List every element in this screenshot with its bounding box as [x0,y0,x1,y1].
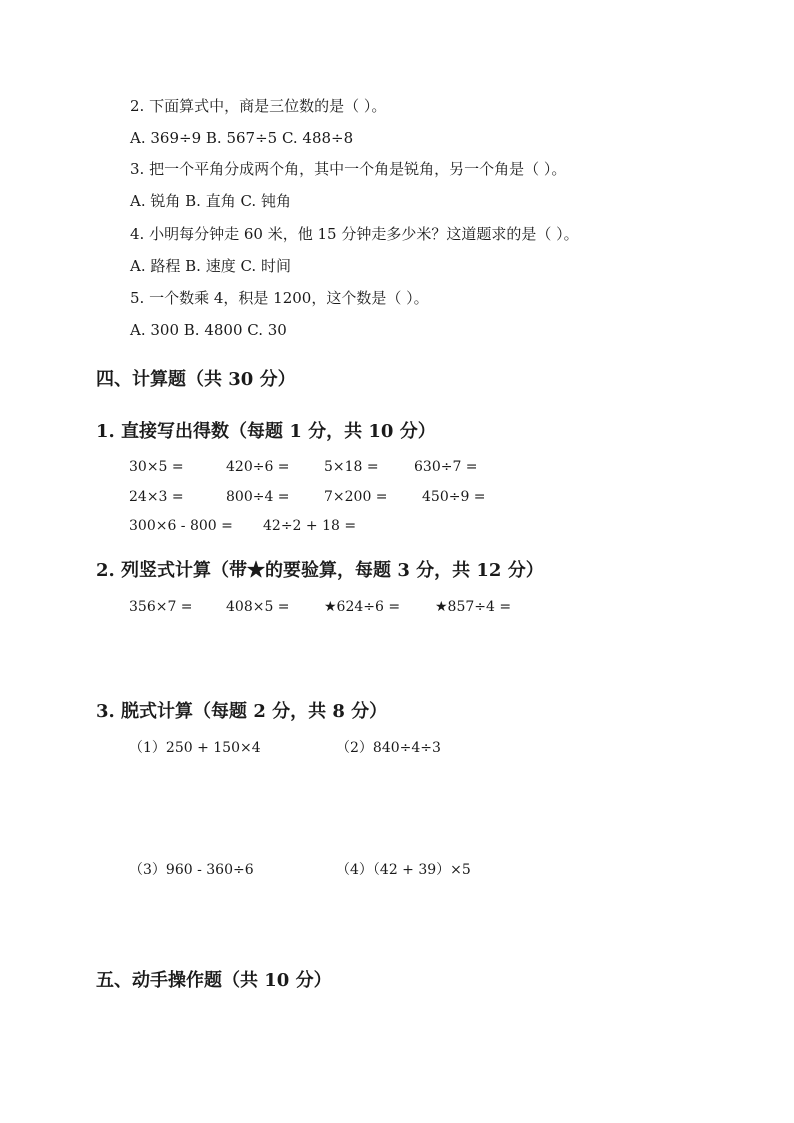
oral-calc-item: 5×18 = [324,459,379,475]
question-3-options: A. 锐角 B. 直角 C. 钝角 [130,192,291,210]
part-1-title: 1. 直接写出得数（每题 1 分，共 10 分） [96,421,436,442]
question-4-stem: 4. 小明每分钟走 60 米，他 15 分钟走多少米？这道题求的是（ ）。 [130,225,579,243]
oral-calc-item: 450÷9 = [422,489,486,505]
section-5-title: 五、动手操作题（共 10 分） [96,970,332,991]
vertical-calc-item: ★624÷6 = [324,599,401,615]
step-calc-item: （2）840÷4÷3 [336,740,441,756]
section-4-title: 四、计算题（共 30 分） [96,369,296,390]
step-calc-item: （3）960 - 360÷6 [129,862,254,878]
question-5-stem: 5. 一个数乘 4，积是 1200，这个数是（ ）。 [130,289,429,307]
oral-calc-item: 24×3 = [129,489,184,505]
question-3-stem: 3. 把一个平角分成两个角，其中一个角是锐角，另一个角是（ ）。 [130,160,567,178]
part-3-title: 3. 脱式计算（每题 2 分，共 8 分） [96,701,388,722]
oral-calc-item: 630÷7 = [414,459,478,475]
question-4-options: A. 路程 B. 速度 C. 时间 [130,257,291,275]
step-calc-item: （1）250 + 150×4 [129,740,261,756]
question-2-stem: 2. 下面算式中，商是三位数的是（ ）。 [130,97,387,115]
vertical-calc-item: 408×5 = [226,599,290,615]
question-5-options: A. 300 B. 4800 C. 30 [130,321,287,339]
oral-calc-item: 420÷6 = [226,459,290,475]
question-2-options: A. 369÷9 B. 567÷5 C. 488÷8 [130,129,354,147]
oral-calc-item: 42÷2 + 18 = [263,518,357,534]
part-2-title: 2. 列竖式计算（带★的要验算，每题 3 分，共 12 分） [96,560,544,581]
oral-calc-item: 300×6 - 800 = [129,518,233,534]
oral-calc-item: 800÷4 = [226,489,290,505]
vertical-calc-item: 356×7 = [129,599,193,615]
step-calc-item: （4）（42 + 39）×5 [336,862,471,878]
vertical-calc-item: ★857÷4 = [435,599,512,615]
oral-calc-item: 30×5 = [129,459,184,475]
oral-calc-item: 7×200 = [324,489,388,505]
